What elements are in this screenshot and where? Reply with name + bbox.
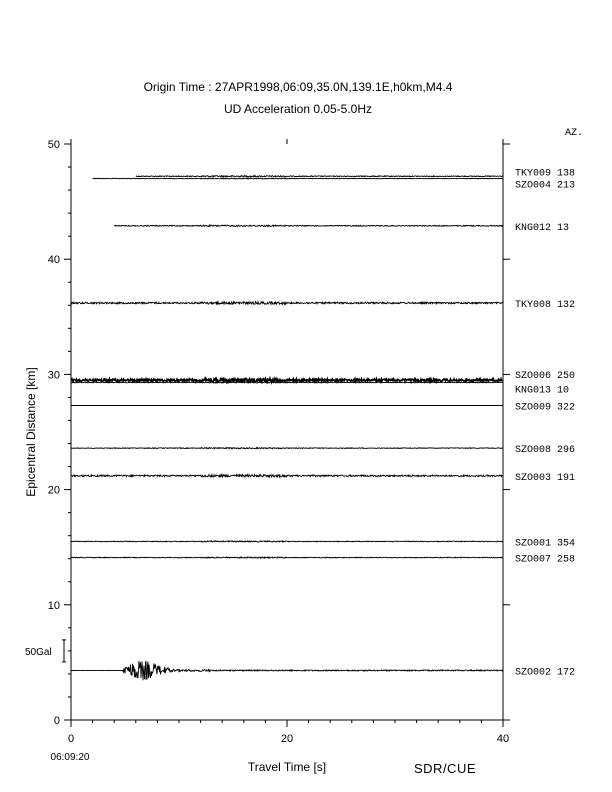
x-tick-label: 0 — [67, 733, 75, 745]
x-tick-label: 20 — [280, 733, 294, 745]
station-label-szo009: SZO009 322 — [515, 402, 576, 414]
y-tick-label: 40 — [47, 254, 60, 267]
chart-subtitle: UD Acceleration 0.05-5.0Hz — [223, 102, 373, 116]
trace-szo003 — [71, 475, 503, 478]
station-label-szo007: SZO007 258 — [515, 554, 576, 566]
trace-szo004 — [93, 178, 503, 179]
trace-szo008 — [71, 448, 503, 449]
trace-szo001 — [71, 541, 503, 542]
station-label-tky009: TKY009 138 — [515, 168, 576, 180]
start-time-label: 06:09:20 — [50, 752, 90, 763]
station-label-szo008: SZO008 296 — [515, 445, 576, 457]
station-label-kng013: KNG013 10 — [515, 385, 570, 397]
y-tick-label: 30 — [47, 369, 60, 382]
trace-kng012 — [114, 225, 503, 226]
station-label-szo004: SZO004 213 — [515, 180, 576, 192]
y-tick-label: 20 — [47, 484, 60, 497]
trace-szo006 — [71, 378, 503, 382]
chart-title: Origin Time : 27APR1998,06:09,35.0N,139.1E,h0km,M4.4 — [143, 80, 453, 94]
x-tick-label: 40 — [496, 733, 510, 745]
y-tick-label: 0 — [53, 715, 60, 727]
plot-axes — [25, 139, 510, 745]
trace-szo007 — [71, 557, 503, 558]
station-labels — [515, 168, 575, 678]
trace-kng013 — [71, 382, 503, 383]
station-label-tky008: TKY008 132 — [515, 299, 576, 311]
station-label-szo003: SZO003 191 — [515, 472, 576, 484]
waveform-traces — [71, 176, 503, 681]
trace-tky008 — [71, 302, 503, 305]
y-tick-label: 50 — [47, 139, 60, 151]
station-label-szo001: SZO001 354 — [515, 538, 576, 550]
azimuth-header: AZ. — [564, 128, 583, 139]
trace-tky009 — [136, 176, 503, 177]
station-label-szo006: SZO006 250 — [515, 371, 576, 383]
y-tick-label: 10 — [47, 599, 60, 612]
y-axis-label: Epicentral Distance [km] — [24, 367, 38, 497]
x-axis-label: Travel Time [s] — [247, 760, 327, 774]
credit-label: SDR/CUE — [414, 761, 477, 776]
trace-szo002 — [71, 661, 503, 680]
station-label-szo002: SZO002 172 — [515, 667, 576, 679]
scale-bar-label: 50Gal — [25, 646, 52, 658]
station-label-kng012: KNG012 13 — [515, 222, 570, 234]
